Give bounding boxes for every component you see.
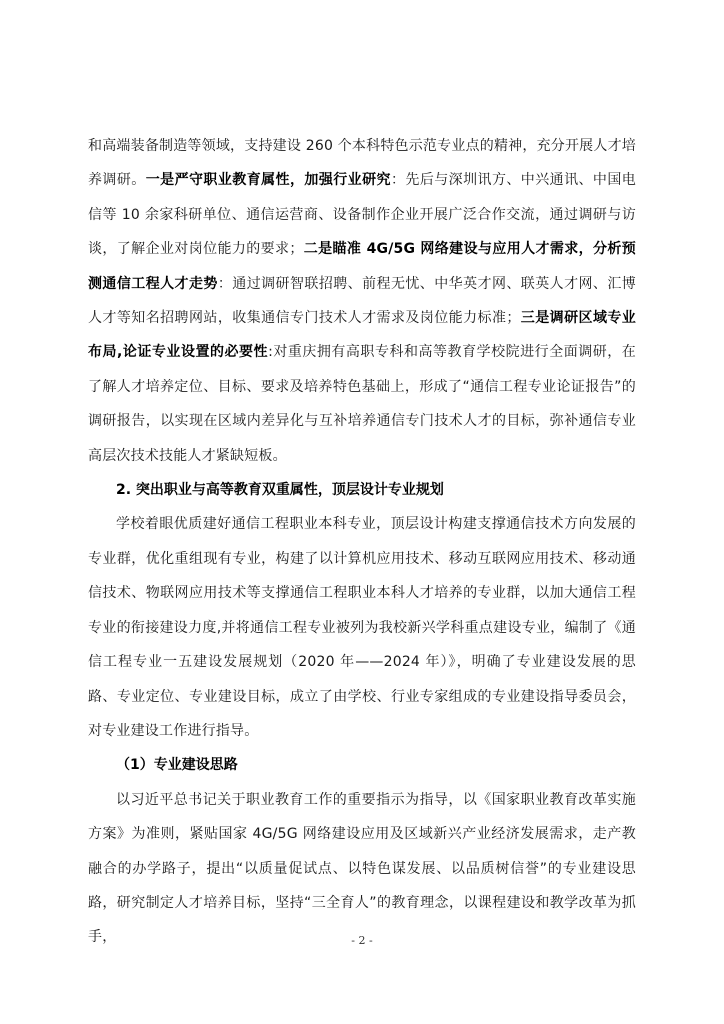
bold-point-1: 一是严守职业教育属性，加强行业研究 [145, 172, 391, 189]
paragraph-professional-planning: 学校着眼优质建好通信工程职业本科专业，顶层设计构建支撑通信技术方向发展的专业群，优化重组现有专业，构建了以计算机应用技术、移动互联网应用技术、移动通信技术、物联网应用技术等支撑通信工程职业本科人才培养的专业群，以加大通信工程专业的衔接建设力度,并将通信工程专业被列为我校新兴学科重点建设专业，编制了《通信工程专业一五建设发展规划（2020 年——2024 年）》，明确了专业建设发展的思路、专业定位、专业建设目标，成立了由学校、行业专家组成的专业建设指导委员会，对专业建设工作进行指导。 [88, 516, 636, 739]
paragraph-text: ：通过调研智联招聘、前程无忧、中华英才网、联英人才网、汇博人才等知名招聘网站，收集通信专门技术人才需求及岗位能力标准； [88, 275, 636, 327]
document-body [88, 129, 636, 955]
paragraph-text: 和高端装备制造等领域，支持建设 260 个本科特色示范专业点的精神，充分开展人才培养调研。 [88, 138, 636, 189]
bold-point-3: 三是调研区域专业布局,论证专业设置的必要性 [88, 310, 636, 361]
paragraph-text: :对重庆拥有高职专科和高等教育学校院进行全面调研，在了解人才培养定位、目标、要求及培养特色基础上，形成了“通信工程专业论证报告”的调研报告，以实现在区域内差异化与互补培养通信专门技术人才的目标，弥补通信专业高层次技术技能人才紧缺短板。 [88, 344, 636, 464]
page-number: - 2 - [351, 934, 373, 947]
section-heading: 2. 突出职业与高等教育双重属性，顶层设计专业规划 [116, 482, 444, 499]
paragraph-construction-ideas: 以习近平总书记关于职业教育工作的重要指示为指导，以《国家职业教育改革实施方案》为准则，紧贴国家 4G/5G 网络建设应用及区域新兴产业经济发展需求，走产教融合的办学路子，提出“以质量促试点、以特色谋发展、以品质树信誉”的专业建设思路，研究制定人才培养目标，坚持“三全育人”的教育理念，以课程建设和教学改革为抓手， [88, 791, 636, 946]
bold-point-2: 二是瞄准 4G/5G 网络建设与应用人才需求，分析预测通信工程人才走势 [88, 241, 637, 292]
subsection-heading: （1）专业建设思路 [116, 757, 238, 774]
paragraph-talent-research [88, 129, 636, 473]
paragraph-text: ：先后与深圳讯方、中兴通讯、中国电信等 10 余家科研单位、通信运营商、设备制作企业开展广泛合作交流，通过调研与访谈，了解企业对岗位能力的要求； [88, 172, 636, 258]
